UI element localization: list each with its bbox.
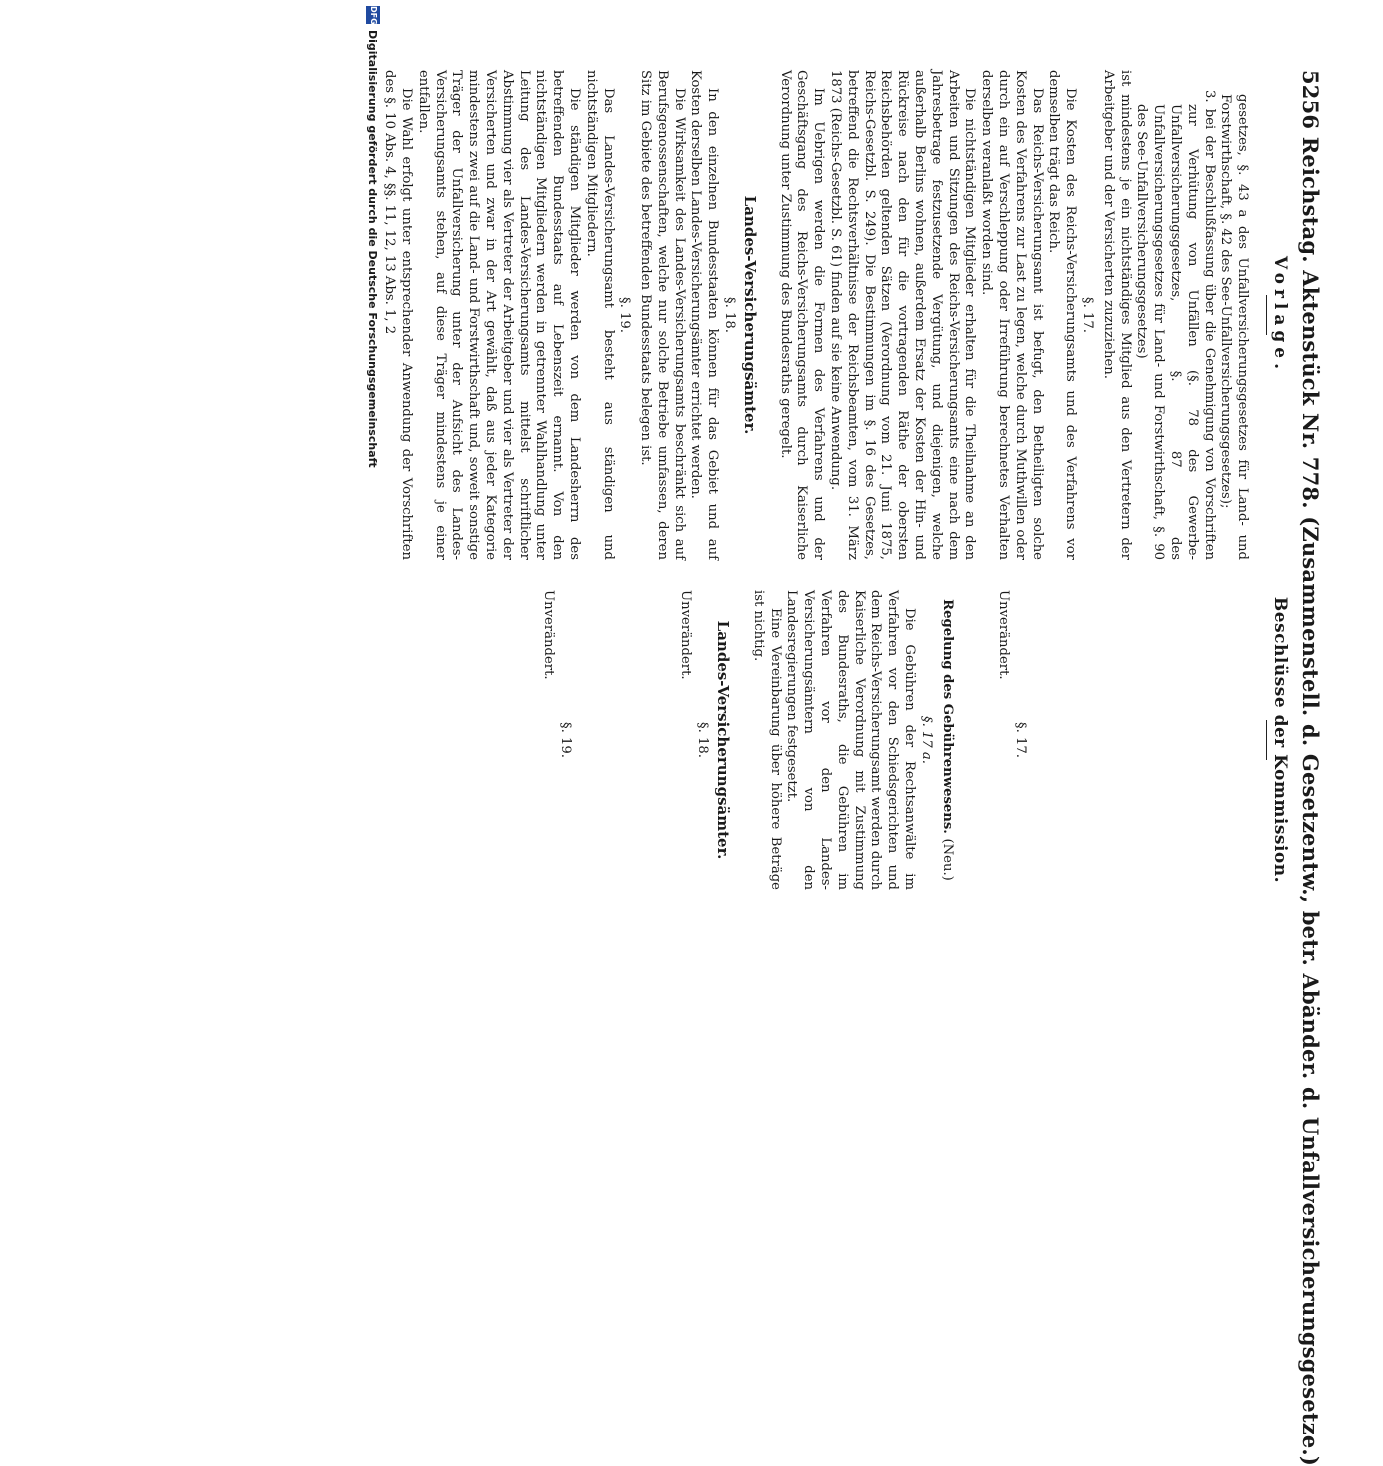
item-3-tail: ist mindestens je ein nichtständiges Mitglied aus den Vertretern der Arbeitgeber und der Versicherten zuzuziehen. [1100, 70, 1133, 560]
section-17-paragraph-4: Im Uebrigen werden die Formen des Verfahrens und der Geschäftsgang des Reichs-Versicherungsamts durch Kaiserliche Verordnung unter Zustimmung des Bundesraths geregelt. [777, 70, 827, 560]
item-3: 3. bei der Beschlußfassung über die Genehmigung von Vorschriften zur Verhütung von Unfällen (§. 78 des Gewerbe-Unfallversicherungsgesetzes, §. 87 des Unfallversicherungsgesetzes für Land- und Forstwirthschaft, §. 90 des See-Unfallversicherungsgesetzes) [1134, 90, 1217, 560]
section-17-unchanged: Unverändert. [996, 590, 1012, 680]
section-18-paragraph-1: In den einzelnen Bundesstaaten können für das Gebiet und auf Kosten derselben Landes-Versicherungsämter errichtet werden. [688, 70, 721, 560]
section-18-paragraph-2: Die Wirksamkeit des Landes-Versicherungsamts beschränkt sich auf Berufsgenossenschaften, welche nur solche Betriebe umfassen, deren Sitz im Gebiete des betreffenden Bundesstaats belegen ist. [638, 70, 687, 560]
title-rule [1266, 295, 1267, 335]
section-17-number: §. 17. [1080, 297, 1096, 333]
section-19-paragraph-3: Die Wahl erfolgt unter entsprechender Anwendung der Vorschriften des §. 10 Abs. 4, §§. 11, 12, 13 Abs. 1, 2 [382, 70, 414, 560]
spacer [1032, 590, 1250, 890]
kommission-title: Beschlüsse der Kommission. [1270, 596, 1290, 884]
section-title-landes: Landes-Versicherungsämter. [714, 620, 733, 860]
section-17a-paragraph-2: Eine Vereinbarung über höhere Beträge ist nichtig. [750, 590, 783, 890]
section-19-unchanged: Unverändert. [540, 590, 556, 680]
section-17-paragraph-1: Die Kosten des Reichs-Versicherungsamts und des Verfahrens vor demselben trägt das Reich. [1046, 70, 1079, 560]
title-rule [1266, 720, 1267, 760]
section-18-unchanged: Unverändert. [678, 590, 694, 680]
section-17-number: §. 17. [1013, 722, 1029, 758]
spacer [577, 590, 677, 890]
section-17a-number: §. 17 a. [918, 715, 934, 764]
digitization-credit [361, 0, 383, 1000]
kommission-column [539, 590, 1288, 890]
section-17a-heading [938, 590, 955, 890]
section-17a-paragraph-1: Die Gebühren der Rechtsanwälte im Verfahren vor den Schiedsgerichten und dem Reichs-Versicherungsamt werden durch Kaiserliche Verordnung mit Zustimmung des Bundesraths, die Gebühren im Verfahren vor den Landes-Versicherungsämtern von den Landesregierungen festgesetzt. [784, 590, 918, 890]
dfg-logo: DFG [366, 6, 380, 24]
section-19-paragraph-2: Die ständigen Mitglieder werden von dem Landesherrn des betreffenden Bundesstaats auf Lebenszeit ernannt. Von den nichtständigen Mitgliedern werden in getrennter Wahlhandlung unter Leitung des Landes-Versicherungsamts mittelst schriftlicher Abstimmung vier als Vertreter der Arbeitgeber und vier als Vertreter der Versicherten und zwar in der Art gewählt, daß aus jeder Kategorie mindestens zwei auf die Land- und Forstwirthschaft und, soweit sonstige Träger der Unfallversicherung unter der Aufsicht des Landes-Versicherungsamts stehen, auf diese Träger mindestens je einer entfallen. [415, 70, 582, 560]
section-17a-new-marker: (Neu.) [939, 838, 955, 881]
section-title-landes: Landes-Versicherungsämter. [740, 195, 759, 435]
vorlage-title: Vorlage. [1270, 255, 1290, 375]
spacer [955, 590, 995, 890]
section-17-paragraph-3: Die nichtständigen Mitglieder erhalten für die Theilnahme an den Arbeiten und Sitzungen des Reichs-Versicherungsamts eine nach dem Jahresbetrage festzusetzende Vergütung, und diejenigen, welche außerhalb Berlins wohnen, außerdem Ersatz der Kosten der Hin- und Rückreise nach den für die vortragenden Räthe der obersten Reichsbehörden geltenden Sätzen (Verordnung vom 21. Juni 1875, Reichs-Gesetzbl. S. 249). Die Bestimmungen im §. 16 des Gesetzes, betreffend die Rechtsverhältnisse der Reichsbeamten, vom 31. März 1873 (Reichs-Gesetzbl. S. 61) finden auf sie keine Anwendung. [828, 70, 978, 560]
section-18-number: §. 18. [722, 297, 738, 333]
section-19-number: §. 19. [617, 297, 633, 333]
section-18-number: §. 18. [695, 722, 711, 758]
section-17a-heading-text: Regelung des Gebührenwesens. [939, 599, 955, 834]
page-header: 5256 Reichstag. Aktenstück Nr. 778. (Zusammenstell. d. Gesetzentw., betr. Abänder. d. Unfallversicherungsgesetze.) [1298, 70, 1323, 1466]
digitization-credit-text: Digitalisierung gefördert durch die Deutsche Forschungsgemeinschaft [366, 30, 379, 468]
section-17-paragraph-2: Das Reichs-Versicherungsamt ist befugt, den Betheiligten solche Kosten des Verfahrens zur Last zu legen, welche durch Muthwillen oder durch ein auf Verschleppung oder Irreführung berechnetes Verhalten derselben veranlaßt worden sind. [979, 70, 1045, 560]
vorlage-column [380, 70, 1288, 560]
item-2-tail: gesetzes, §. 43 a des Unfallversicherungsgesetzes für Land- und Forstwirthschaft, §. 42 des See-Unfallversicherungsgesetzes); [1218, 94, 1251, 560]
section-19-number: §. 19. [557, 722, 573, 758]
section-19-paragraph-1: Das Landes-Versicherungsamt besteht aus ständigen und nichtständigen Mitgliedern. [583, 70, 616, 560]
